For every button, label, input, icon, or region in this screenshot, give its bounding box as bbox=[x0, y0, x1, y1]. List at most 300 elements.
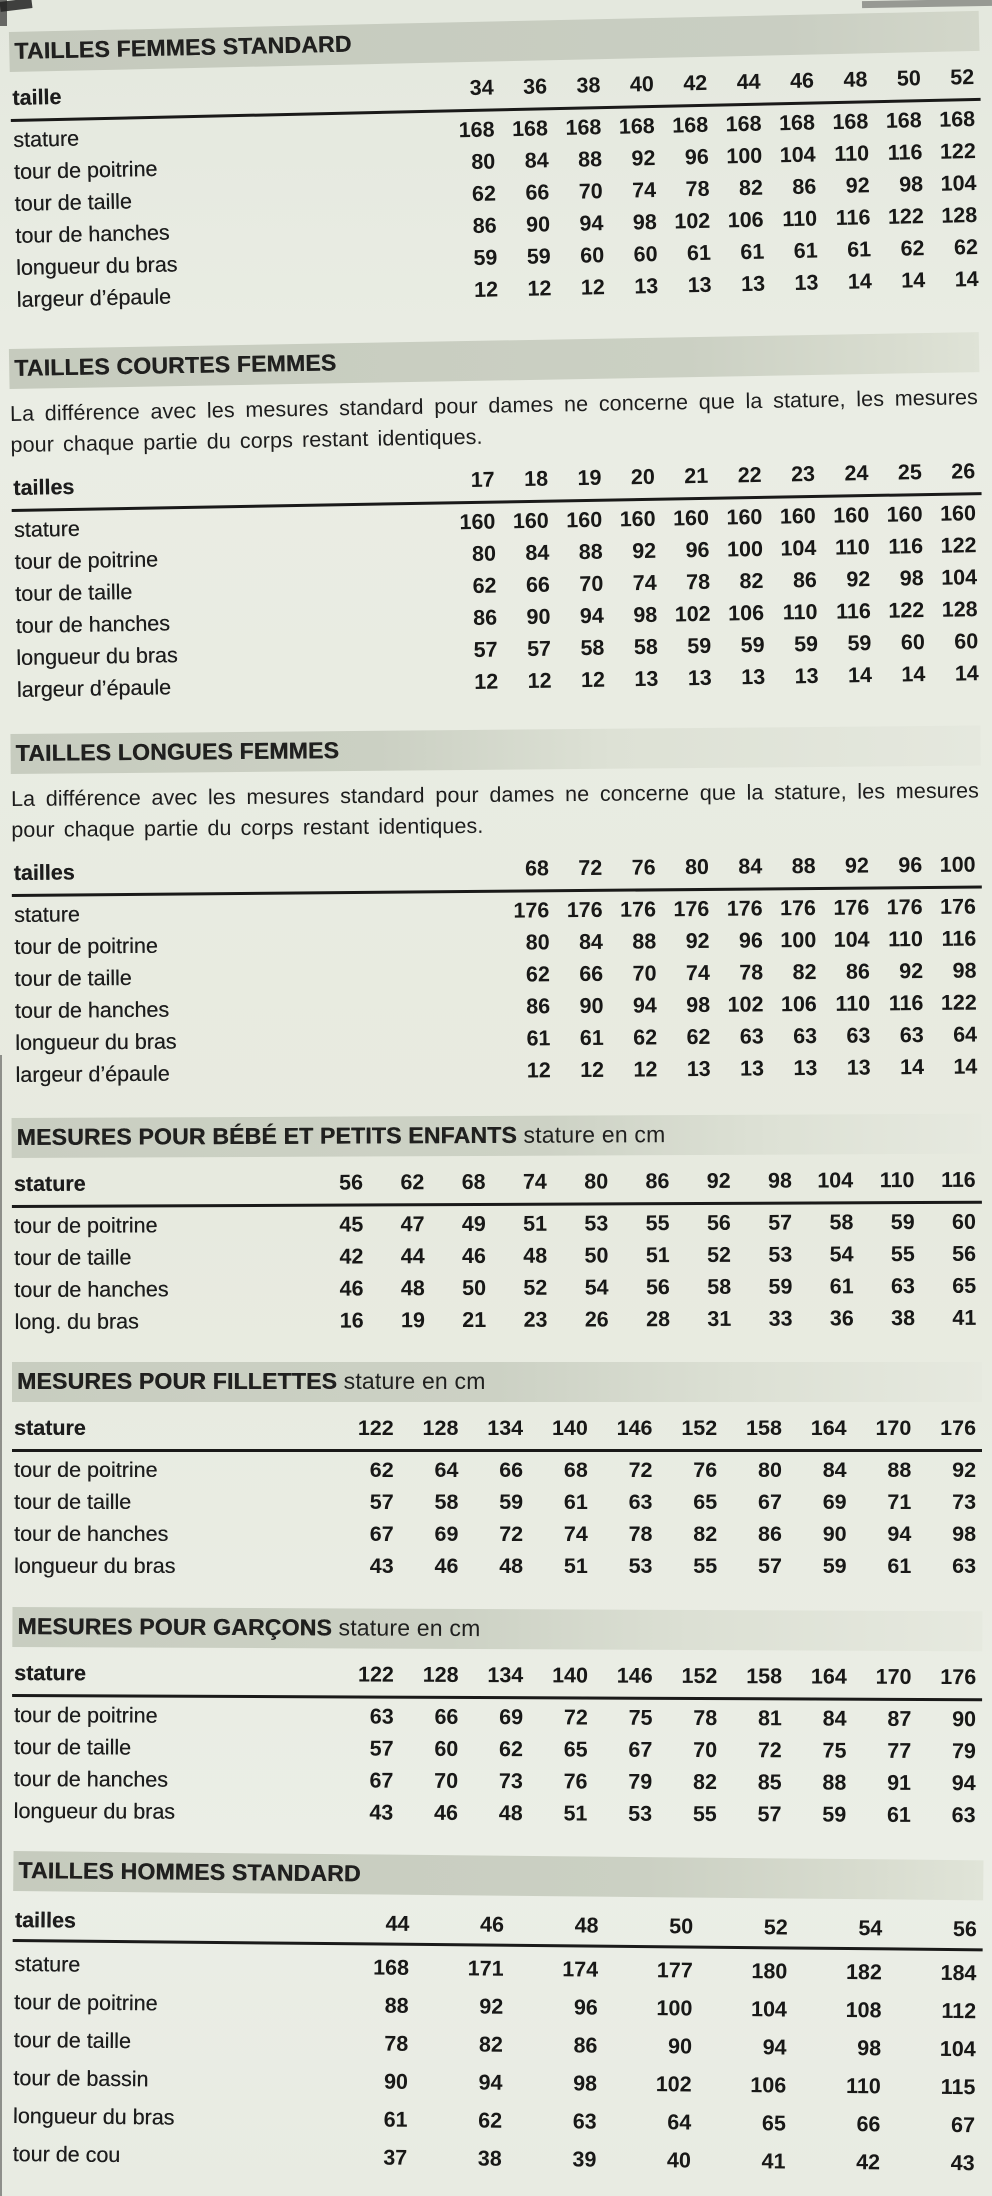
measurement-value: 14 bbox=[901, 661, 926, 687]
measurement-value: 53 bbox=[628, 1801, 653, 1826]
measurement-value: 168 bbox=[671, 112, 709, 138]
measurement-value: 96 bbox=[685, 537, 710, 562]
measurement-value: 59 bbox=[847, 630, 872, 655]
measurement-value: 66 bbox=[579, 961, 604, 987]
measurement-value: 46 bbox=[434, 1800, 459, 1825]
measurement-value: 86 bbox=[792, 567, 818, 592]
measurement-value: 59 bbox=[473, 245, 498, 270]
measurement-value: 92 bbox=[479, 1994, 504, 2019]
row-label: largeur d’épaule bbox=[15, 1061, 170, 1088]
measurement-value: 43 bbox=[369, 1554, 394, 1579]
size-column-header: 26 bbox=[951, 458, 976, 483]
section-title-bar bbox=[13, 1851, 983, 1900]
table-row bbox=[12, 1455, 982, 1487]
measurement-value: 14 bbox=[847, 269, 873, 294]
measurement-value: 61 bbox=[887, 1554, 912, 1579]
measurement-value: 41 bbox=[761, 2148, 786, 2173]
measurement-value: 62 bbox=[499, 1736, 524, 1761]
measurement-value: 94 bbox=[579, 603, 605, 628]
measurement-value: 62 bbox=[472, 573, 497, 598]
measurement-value: 37 bbox=[383, 2145, 408, 2170]
measurement-value: 12 bbox=[580, 667, 606, 692]
row-label: stature bbox=[13, 516, 80, 542]
row-label: tour de poitrine bbox=[14, 1458, 158, 1483]
measurement-value: 84 bbox=[525, 540, 550, 565]
section-title: TAILLES FEMMES STANDARD bbox=[14, 30, 352, 64]
table-header-label: stature bbox=[14, 1660, 86, 1685]
measurement-value: 12 bbox=[473, 277, 499, 302]
measurement-value: 92 bbox=[631, 145, 656, 171]
table-row bbox=[12, 1487, 982, 1519]
size-column-header: 44 bbox=[385, 1911, 410, 1936]
measurement-value: 74 bbox=[631, 177, 657, 203]
measurement-value: 104 bbox=[780, 535, 817, 561]
measurement-value: 14 bbox=[953, 1054, 978, 1079]
size-column-header: 21 bbox=[684, 462, 709, 488]
table-header-row bbox=[12, 1163, 982, 1207]
measurement-value: 100 bbox=[656, 1995, 693, 2021]
measurement-value: 168 bbox=[938, 106, 976, 132]
measurement-table bbox=[12, 1412, 982, 1583]
measurement-value: 82 bbox=[478, 2032, 503, 2057]
measurement-value: 74 bbox=[632, 570, 657, 595]
measurement-value: 65 bbox=[563, 1736, 588, 1762]
measurement-value: 21 bbox=[462, 1307, 487, 1332]
measurement-value: 70 bbox=[579, 571, 604, 596]
measurement-value: 116 bbox=[888, 991, 924, 1016]
size-column-header: 42 bbox=[683, 70, 708, 95]
measurement-value: 128 bbox=[941, 202, 978, 228]
size-column-header: 22 bbox=[737, 461, 762, 487]
measurement-value: 51 bbox=[563, 1800, 588, 1826]
measurement-value: 14 bbox=[899, 1055, 925, 1080]
measurement-value: 106 bbox=[727, 600, 765, 626]
measurement-value: 62 bbox=[471, 181, 497, 206]
row-label: largeur d’épaule bbox=[16, 674, 172, 702]
measurement-value: 52 bbox=[707, 1242, 732, 1267]
measurement-value: 63 bbox=[572, 2108, 597, 2134]
measurement-value: 90 bbox=[526, 604, 551, 629]
measurement-value: 33 bbox=[768, 1306, 793, 1331]
section-title: TAILLES LONGUES FEMMES bbox=[15, 737, 340, 766]
table-row bbox=[12, 1238, 982, 1274]
row-label: tour de hanches bbox=[14, 1522, 169, 1547]
measurement-value: 84 bbox=[822, 1706, 847, 1731]
measurement-value: 112 bbox=[941, 1998, 977, 2023]
size-column-header: 104 bbox=[817, 1167, 854, 1192]
measurement-value: 12 bbox=[527, 668, 552, 693]
table-row bbox=[12, 1699, 982, 1735]
row-label: tour de hanches bbox=[14, 1276, 169, 1302]
measurement-value: 63 bbox=[628, 1490, 653, 1515]
measurement-value: 47 bbox=[400, 1211, 425, 1236]
measurement-value: 160 bbox=[886, 501, 923, 527]
table-row bbox=[12, 1206, 982, 1242]
measurement-value: 98 bbox=[952, 1522, 977, 1547]
row-label: tour de taille bbox=[13, 2027, 131, 2053]
measurement-value: 91 bbox=[887, 1770, 912, 1795]
measurement-value: 92 bbox=[685, 928, 710, 954]
row-label: tour de cou bbox=[12, 2141, 121, 2167]
measurement-value: 80 bbox=[758, 1458, 782, 1483]
measurement-value: 116 bbox=[835, 205, 871, 231]
size-column-header: 176 bbox=[940, 1415, 977, 1440]
measurement-value: 59 bbox=[768, 1274, 793, 1299]
measurement-value: 110 bbox=[888, 927, 923, 952]
measurement-value: 13 bbox=[687, 272, 712, 298]
measurement-value: 98 bbox=[899, 565, 924, 591]
measurement-value: 58 bbox=[829, 1209, 854, 1234]
section-note: La différence avec les mesures standard pour dames ne concerne que la stature, les mesures pour chaque partie du corps restant identiques. bbox=[9, 384, 979, 457]
measurement-value: 84 bbox=[578, 929, 604, 955]
measurement-value: 168 bbox=[565, 115, 602, 140]
measurement-value: 40 bbox=[666, 2147, 692, 2173]
measurement-value: 13 bbox=[794, 663, 819, 688]
measurement-value: 66 bbox=[856, 2111, 881, 2136]
measurement-value: 59 bbox=[499, 1490, 524, 1515]
row-label: tour de taille bbox=[14, 189, 133, 216]
section-title-bar bbox=[9, 11, 980, 72]
measurement-value: 160 bbox=[939, 500, 977, 526]
row-label: long. du bras bbox=[14, 1309, 139, 1334]
size-column-header: 140 bbox=[552, 1662, 589, 1687]
measurement-value: 94 bbox=[951, 1770, 976, 1795]
measurement-value: 88 bbox=[887, 1458, 912, 1483]
measurement-value: 59 bbox=[822, 1554, 847, 1579]
measurement-value: 98 bbox=[952, 958, 977, 983]
table-row bbox=[12, 1795, 982, 1831]
row-label: tour de taille bbox=[13, 1734, 132, 1760]
measurement-value: 42 bbox=[339, 1244, 364, 1269]
measurement-value: 57 bbox=[369, 1736, 394, 1761]
measurement-value: 184 bbox=[940, 1960, 977, 1985]
measurement-value: 86 bbox=[845, 959, 870, 984]
measurement-value: 61 bbox=[829, 1273, 854, 1298]
measurement-value: 176 bbox=[833, 895, 870, 920]
measurement-value: 61 bbox=[686, 240, 712, 266]
measurement-value: 16 bbox=[339, 1308, 364, 1333]
measurement-value: 61 bbox=[740, 239, 765, 265]
measurement-value: 13 bbox=[740, 1056, 765, 1081]
measurement-value: 62 bbox=[686, 1024, 711, 1050]
measurement-value: 104 bbox=[779, 142, 816, 168]
measurement-value: 39 bbox=[572, 2146, 597, 2172]
measurement-value: 46 bbox=[434, 1554, 459, 1579]
measurement-value: 86 bbox=[573, 2032, 598, 2058]
row-label: tour de taille bbox=[14, 1245, 132, 1270]
measurement-value: 80 bbox=[471, 541, 497, 566]
measurement-value: 52 bbox=[523, 1275, 548, 1300]
row-label: tour de poitrine bbox=[13, 1212, 158, 1238]
measurement-value: 63 bbox=[369, 1704, 394, 1729]
measurement-value: 61 bbox=[383, 2107, 408, 2132]
size-column-header: 158 bbox=[746, 1415, 782, 1440]
size-column-header: 176 bbox=[940, 1664, 977, 1689]
measurement-value: 54 bbox=[584, 1274, 609, 1300]
size-column-header: 128 bbox=[422, 1415, 459, 1440]
size-column-header: 92 bbox=[844, 853, 870, 878]
measurement-value: 110 bbox=[834, 534, 870, 560]
size-column-header: 158 bbox=[746, 1663, 783, 1688]
size-column-header: 23 bbox=[790, 461, 816, 486]
measurement-value: 160 bbox=[619, 506, 656, 531]
measurement-value: 75 bbox=[628, 1705, 653, 1730]
row-label: longueur du bras bbox=[14, 1554, 176, 1579]
measurement-value: 176 bbox=[886, 895, 923, 920]
measurement-value: 122 bbox=[940, 990, 977, 1015]
size-column-header: 20 bbox=[630, 463, 656, 489]
measurement-value: 12 bbox=[474, 669, 499, 694]
measurement-value: 59 bbox=[793, 631, 819, 656]
measurement-value: 87 bbox=[887, 1706, 912, 1731]
measurement-value: 56 bbox=[952, 1241, 977, 1266]
size-column-header: 72 bbox=[578, 855, 603, 880]
measurement-value: 63 bbox=[899, 1023, 924, 1048]
measurement-value: 45 bbox=[339, 1212, 364, 1237]
size-column-header: 46 bbox=[479, 1912, 505, 1937]
size-column-header: 44 bbox=[736, 69, 761, 94]
measurement-value: 106 bbox=[727, 207, 764, 233]
size-column-header: 134 bbox=[487, 1662, 524, 1687]
measurement-value: 96 bbox=[573, 1994, 598, 2020]
measurement-value: 168 bbox=[725, 111, 762, 137]
measurement-value: 58 bbox=[633, 634, 659, 659]
measurement-value: 50 bbox=[462, 1275, 487, 1300]
measurement-value: 12 bbox=[633, 1057, 658, 1082]
table-header-label: stature bbox=[13, 1170, 86, 1196]
measurement-value: 69 bbox=[822, 1490, 847, 1515]
measurement-value: 31 bbox=[707, 1306, 732, 1331]
section-title: MESURES POUR GARÇONS bbox=[17, 1612, 332, 1640]
measurement-value: 46 bbox=[461, 1243, 486, 1268]
measurement-value: 104 bbox=[940, 170, 977, 196]
measurement-value: 13 bbox=[687, 665, 712, 690]
measurement-value: 177 bbox=[656, 1957, 693, 1983]
measurement-value: 96 bbox=[738, 928, 764, 953]
measurement-value: 108 bbox=[845, 1997, 882, 2022]
table-header-label: taille bbox=[12, 84, 62, 110]
measurement-value: 38 bbox=[891, 1305, 916, 1330]
measurement-value: 90 bbox=[822, 1522, 847, 1547]
size-table-section bbox=[12, 1113, 983, 1338]
measurement-value: 12 bbox=[526, 1058, 551, 1083]
measurement-value: 92 bbox=[845, 173, 870, 198]
measurement-value: 60 bbox=[900, 629, 926, 655]
measurement-value: 62 bbox=[953, 234, 979, 260]
table-header-row bbox=[12, 1412, 982, 1452]
measurement-value: 57 bbox=[369, 1490, 394, 1515]
measurement-value: 66 bbox=[525, 180, 550, 205]
size-column-header: 48 bbox=[843, 66, 868, 92]
measurement-value: 122 bbox=[887, 204, 925, 229]
measurement-value: 102 bbox=[674, 601, 711, 626]
measurement-value: 98 bbox=[898, 172, 924, 197]
measurement-value: 160 bbox=[672, 505, 710, 530]
row-label: tour de hanches bbox=[14, 997, 170, 1024]
row-label: tour de taille bbox=[14, 966, 132, 992]
measurement-value: 23 bbox=[523, 1307, 548, 1332]
row-label: tour de poitrine bbox=[13, 156, 158, 184]
measurement-value: 61 bbox=[846, 237, 872, 262]
measurement-value: 70 bbox=[632, 961, 657, 986]
measurement-value: 82 bbox=[738, 175, 764, 201]
measurement-value: 66 bbox=[434, 1704, 459, 1729]
measurement-value: 64 bbox=[953, 1022, 978, 1047]
row-label: tour de poitrine bbox=[14, 546, 159, 574]
measurement-value: 53 bbox=[584, 1210, 609, 1236]
size-column-header: 56 bbox=[339, 1169, 364, 1194]
measurement-value: 58 bbox=[580, 635, 605, 660]
measurement-value: 100 bbox=[726, 536, 764, 562]
measurement-value: 94 bbox=[632, 993, 657, 1018]
size-column-header: 52 bbox=[763, 1914, 788, 1940]
measurement-value: 72 bbox=[499, 1522, 524, 1547]
measurement-value: 100 bbox=[780, 928, 817, 953]
measurement-value: 78 bbox=[685, 176, 710, 202]
table-row bbox=[12, 1270, 982, 1306]
measurement-value: 61 bbox=[793, 238, 818, 263]
measurement-value: 76 bbox=[563, 1768, 588, 1794]
measurement-value: 98 bbox=[633, 602, 658, 627]
table-row bbox=[12, 1551, 982, 1583]
measurement-value: 85 bbox=[757, 1769, 782, 1794]
measurement-value: 110 bbox=[835, 991, 871, 1016]
measurement-value: 60 bbox=[633, 241, 658, 267]
section-title-bar bbox=[12, 1362, 982, 1402]
size-table-section bbox=[9, 11, 985, 317]
size-column-header: 40 bbox=[629, 71, 655, 96]
measurement-value: 160 bbox=[833, 502, 870, 528]
size-column-header: 86 bbox=[645, 1168, 670, 1193]
measurement-value: 176 bbox=[513, 898, 550, 923]
measurement-value: 98 bbox=[573, 2070, 598, 2096]
measurement-value: 77 bbox=[887, 1738, 912, 1763]
table-header-row bbox=[13, 1901, 983, 1951]
measurement-value: 168 bbox=[832, 109, 869, 135]
measurement-value: 12 bbox=[527, 276, 552, 301]
measurement-value: 60 bbox=[951, 1209, 976, 1234]
measurement-value: 92 bbox=[846, 566, 871, 591]
measurement-value: 82 bbox=[693, 1522, 718, 1547]
measurement-value: 67 bbox=[950, 2112, 976, 2137]
measurement-value: 86 bbox=[472, 213, 497, 238]
measurement-value: 65 bbox=[952, 1273, 977, 1298]
measurement-value: 168 bbox=[373, 1955, 410, 1980]
measurement-value: 67 bbox=[369, 1768, 394, 1793]
measurement-value: 58 bbox=[434, 1490, 459, 1515]
measurement-value: 68 bbox=[563, 1458, 588, 1483]
measurement-value: 48 bbox=[498, 1800, 523, 1825]
measurement-value: 53 bbox=[628, 1554, 653, 1579]
section-note: La différence avec les mesures standard pour dames ne concerne que la stature, les mesures pour chaque partie du corps restant identiques. bbox=[10, 778, 980, 842]
measurement-value: 57 bbox=[526, 636, 552, 661]
measurement-value: 65 bbox=[693, 1490, 718, 1515]
measurement-value: 63 bbox=[951, 1802, 976, 1827]
measurement-value: 180 bbox=[751, 1958, 788, 1984]
size-column-header: 128 bbox=[422, 1661, 459, 1687]
measurement-value: 116 bbox=[887, 140, 923, 165]
measurement-value: 176 bbox=[726, 896, 763, 921]
measurement-value: 96 bbox=[684, 144, 710, 170]
size-column-header: 170 bbox=[875, 1663, 912, 1688]
measurement-value: 78 bbox=[628, 1522, 653, 1547]
measurement-value: 86 bbox=[526, 994, 551, 1019]
measurement-value: 78 bbox=[693, 1705, 718, 1730]
measurement-value: 13 bbox=[686, 1056, 711, 1082]
size-column-header: 134 bbox=[487, 1415, 524, 1440]
size-column-header: 54 bbox=[858, 1915, 883, 1940]
measurement-value: 59 bbox=[822, 1802, 847, 1827]
measurement-value: 67 bbox=[369, 1522, 394, 1547]
size-table-section bbox=[10, 726, 983, 1092]
measurement-value: 13 bbox=[634, 273, 659, 299]
table-row bbox=[12, 1731, 982, 1767]
size-column-header: 80 bbox=[684, 854, 710, 879]
measurement-value: 176 bbox=[939, 894, 977, 919]
measurement-value: 55 bbox=[645, 1210, 670, 1235]
measurement-value: 104 bbox=[750, 1996, 788, 2022]
size-column-header: 146 bbox=[616, 1662, 653, 1687]
table-header-label: tailles bbox=[13, 473, 75, 500]
measurement-value: 110 bbox=[845, 2073, 881, 2098]
measurement-value: 72 bbox=[563, 1704, 588, 1730]
measurement-value: 92 bbox=[899, 959, 924, 984]
size-column-header: 88 bbox=[791, 853, 816, 878]
size-column-header: 36 bbox=[522, 73, 548, 99]
table-row bbox=[12, 1519, 982, 1551]
row-label: stature bbox=[12, 126, 80, 152]
size-column-header: 96 bbox=[898, 852, 923, 877]
section-title-suffix: stature en cm bbox=[523, 1120, 666, 1148]
measurement-value: 86 bbox=[758, 1522, 782, 1547]
measurement-value: 98 bbox=[686, 992, 711, 1018]
measurement-value: 36 bbox=[829, 1305, 854, 1330]
measurement-value: 69 bbox=[499, 1704, 524, 1729]
table-header-label: tailles bbox=[13, 860, 75, 885]
measurement-value: 94 bbox=[579, 211, 604, 236]
measurement-value: 62 bbox=[369, 1458, 394, 1483]
row-label: longueur du bras bbox=[15, 252, 178, 280]
measurement-value: 168 bbox=[458, 117, 495, 143]
measurement-value: 61 bbox=[886, 1802, 911, 1827]
measurement-value: 98 bbox=[632, 209, 658, 235]
measurement-value: 59 bbox=[526, 244, 551, 269]
measurement-value: 94 bbox=[887, 1522, 912, 1547]
measurement-value: 60 bbox=[954, 628, 979, 654]
measurement-value: 88 bbox=[822, 1770, 847, 1795]
measurement-value: 73 bbox=[498, 1768, 523, 1793]
table-header-row bbox=[12, 1657, 982, 1701]
size-column-header: 164 bbox=[810, 1415, 847, 1440]
size-column-header: 17 bbox=[470, 466, 495, 492]
section-title: MESURES POUR FILLETTES bbox=[17, 1368, 338, 1395]
measurement-value: 86 bbox=[792, 174, 817, 199]
measurement-value: 55 bbox=[890, 1241, 915, 1266]
row-label: longueur du bras bbox=[15, 1029, 177, 1056]
size-table-section bbox=[9, 332, 985, 706]
measurement-value: 82 bbox=[792, 960, 817, 985]
measurement-value: 59 bbox=[890, 1209, 915, 1234]
measurement-value: 182 bbox=[845, 1959, 883, 1984]
measurement-value: 90 bbox=[383, 2069, 409, 2094]
measurement-value: 78 bbox=[739, 960, 764, 985]
measurement-value: 116 bbox=[835, 598, 872, 624]
size-column-header: 68 bbox=[461, 1168, 486, 1194]
size-column-header: 18 bbox=[523, 465, 549, 491]
measurement-value: 168 bbox=[778, 110, 816, 136]
measurement-value: 80 bbox=[471, 149, 496, 174]
measurement-value: 62 bbox=[900, 236, 925, 261]
